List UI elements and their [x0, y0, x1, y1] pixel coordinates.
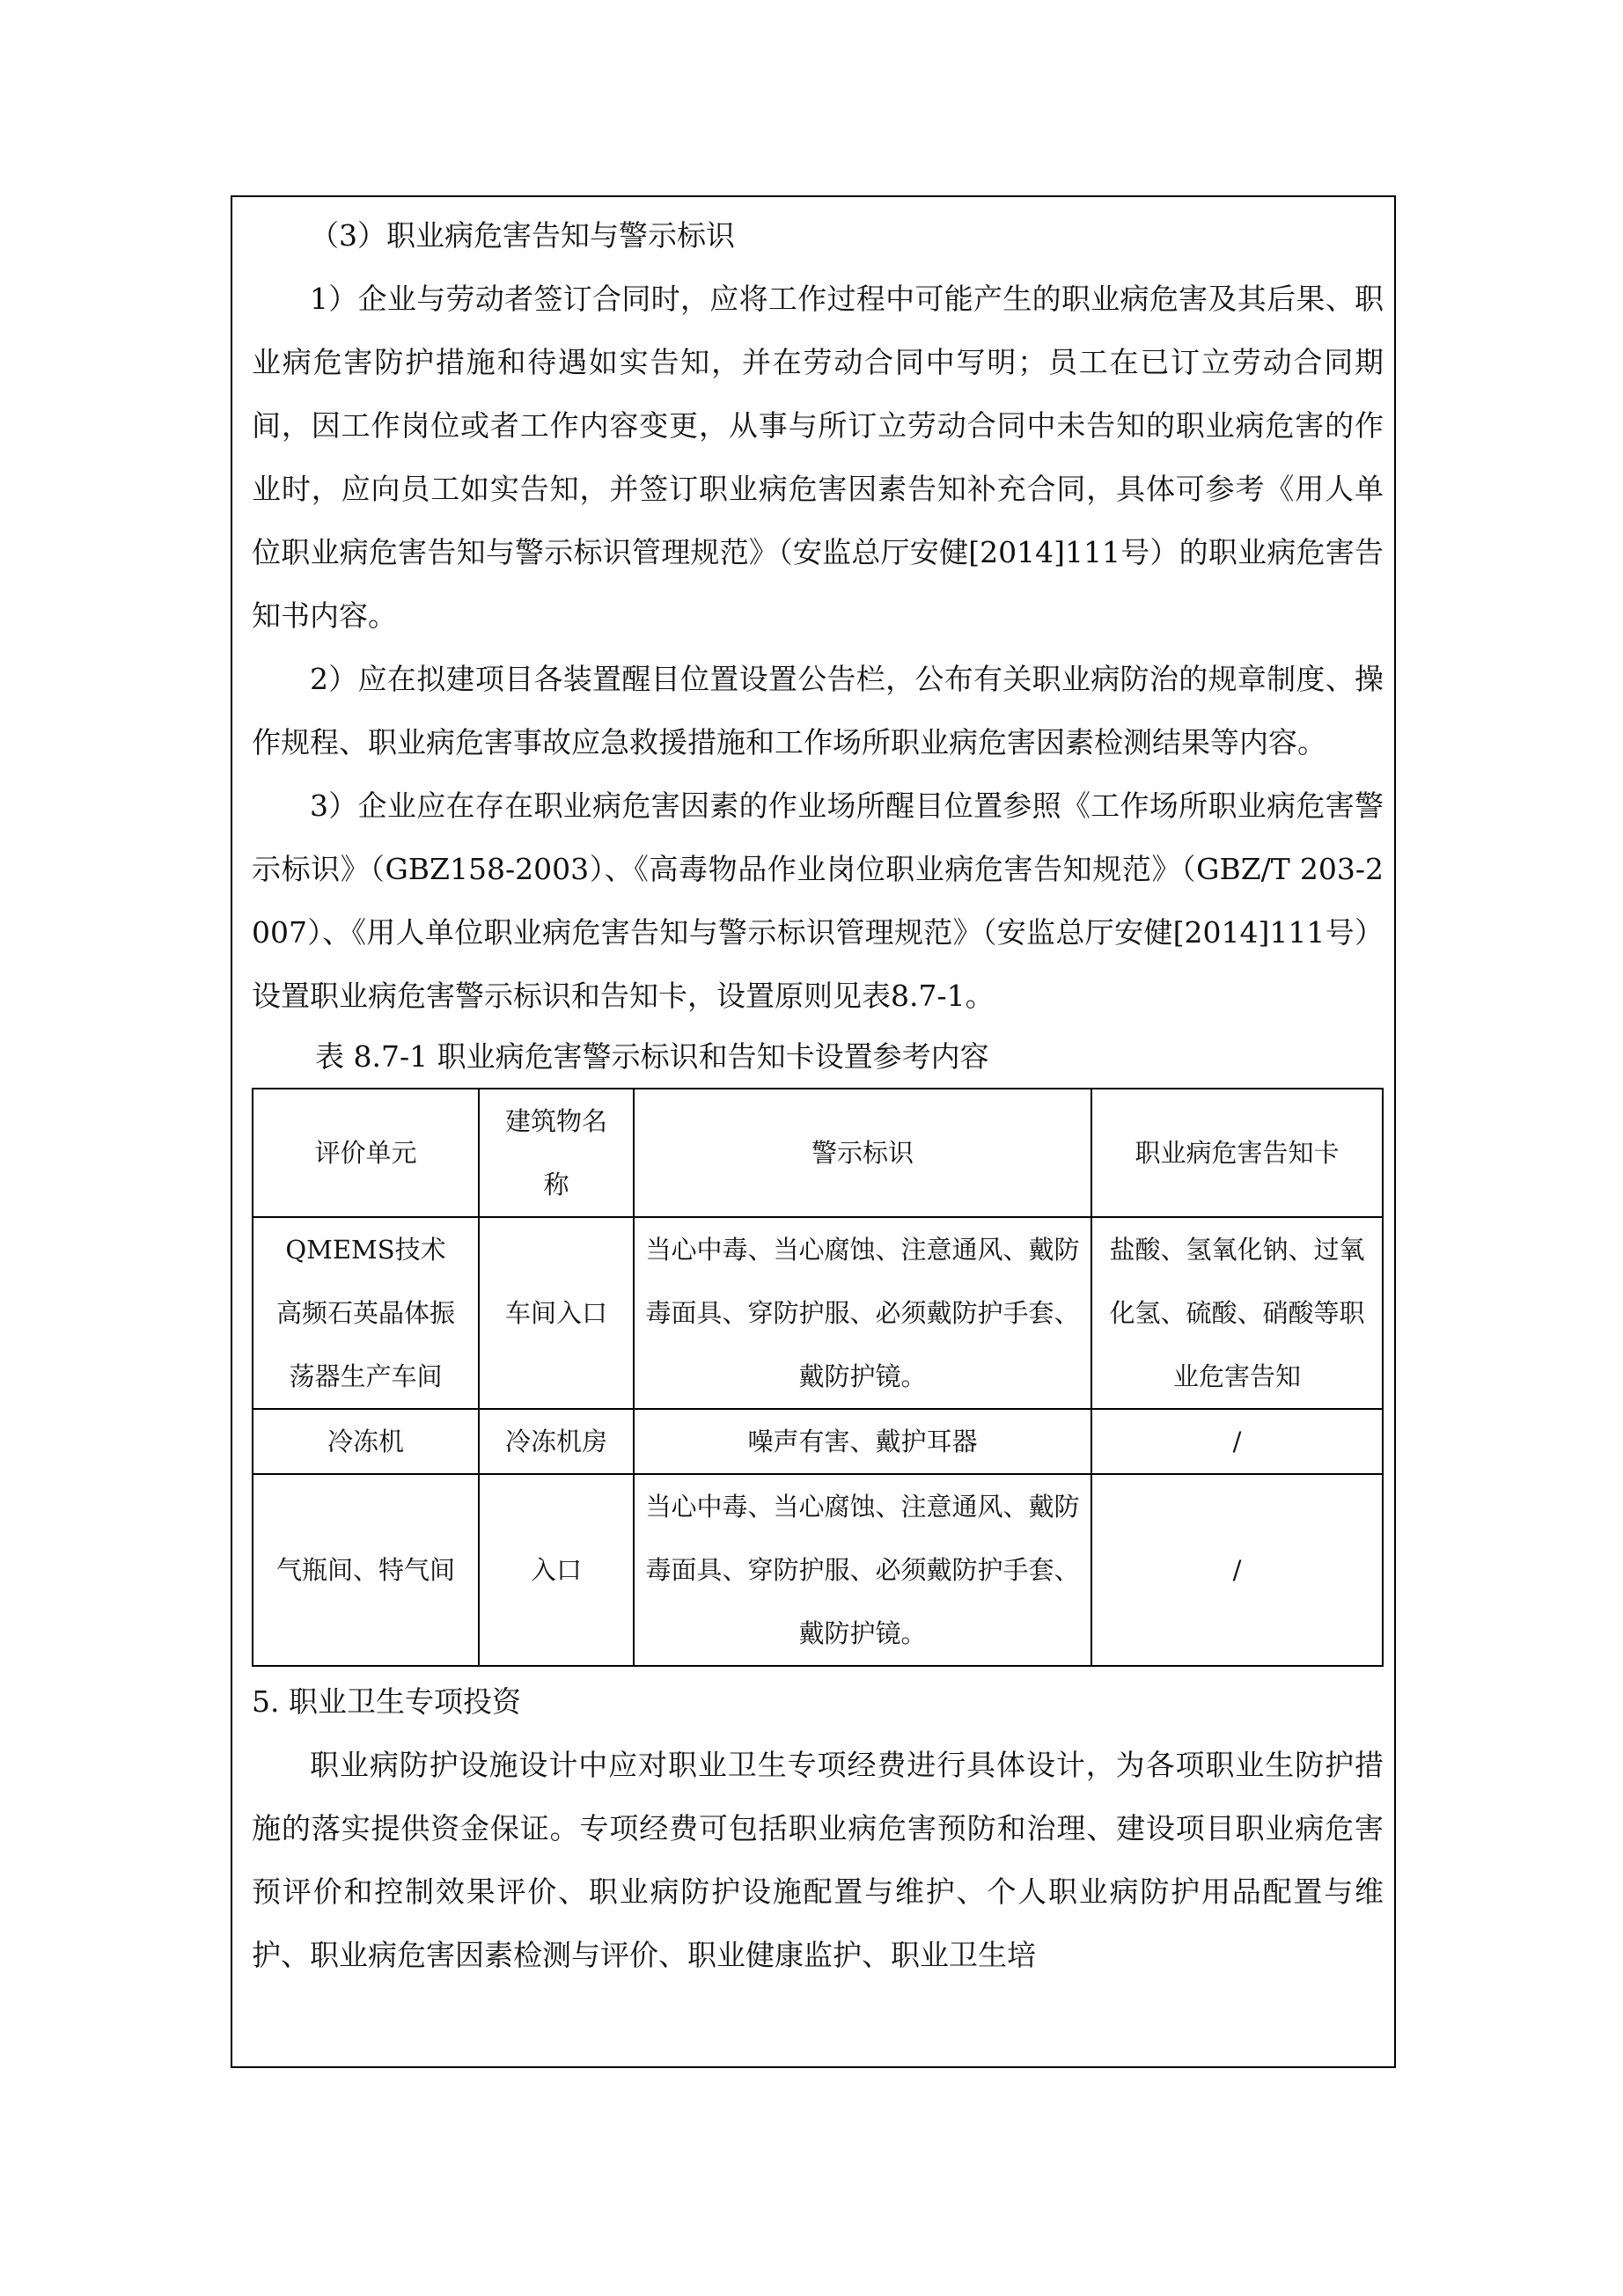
document-body: [252, 204, 1384, 1987]
table-header-cell: 建筑物名称: [479, 1089, 634, 1217]
table-row: [253, 1474, 1383, 1666]
table-header-row: [253, 1089, 1383, 1217]
table-row: [253, 1217, 1383, 1409]
table-cell: 盐酸、氢氧化钠、过氧化氢、硫酸、硝酸等职业危害告知: [1091, 1217, 1383, 1409]
table-cell: 入口: [479, 1474, 634, 1666]
table-cell: /: [1091, 1474, 1383, 1666]
table-row: [253, 1409, 1383, 1474]
table-header-cell: 职业病危害告知卡: [1091, 1089, 1383, 1217]
table-caption: 表 8.7-1 职业病危害警示标识和告知卡设置参考内容: [315, 1039, 989, 1074]
table-cell: 冷冻机房: [479, 1409, 634, 1474]
paragraph-item-3: 3）企业应在存在职业病危害因素的作业场所醒目位置参照《工作场所职业病危害警示标识》（GBZ158-2003）、《高毒物品作业岗位职业病危害告知规范》（GBZ/T 203-2007）、《用人单位职业病危害告知与警示标识管理规范》（安监总厅安健[2014]111号）设置职业病危害警示标识和告知卡，设置原则见表8.7-1。: [252, 789, 1384, 1013]
paragraph-item-2: 2）应在拟建项目各装置醒目位置设置公告栏，公布有关职业病防治的规章制度、操作规程、职业病危害事故应急救援措施和工作场所职业病危害因素检测结果等内容。: [252, 662, 1384, 759]
table-cell: 当心中毒、当心腐蚀、注意通风、戴防毒面具、穿防护服、必须戴防护手套、戴防护镜。: [634, 1474, 1091, 1666]
section-5-paragraph: 职业病防护设施设计中应对职业卫生专项经费进行具体设计，为各项职业生防护措施的落实提供资金保证。专项经费可包括职业病危害预防和治理、建设项目职业病危害预评价和控制效果评价、职业病防护设施配置与维护、个人职业病防护用品配置与维护、职业病危害因素检测与评价、职业健康监护、职业卫生培: [252, 1748, 1384, 1972]
table-header-cell: 警示标识: [634, 1089, 1091, 1217]
paragraph-item-1: 1）企业与劳动者签订合同时，应将工作过程中可能产生的职业病危害及其后果、职业病危害防护措施和待遇如实告知，并在劳动合同中写明；员工在已订立劳动合同期间，因工作岗位或者工作内容变更，从事与所订立劳动合同中未告知的职业病危害的作业时，应向员工如实告知，并签订职业病危害因素告知补充合同，具体可参考《用人单位职业病危害告知与警示标识管理规范》（安监总厅安健[2014]111号）的职业病危害告知书内容。: [252, 282, 1384, 633]
hazard-sign-table: [252, 1088, 1384, 1667]
table-cell: 噪声有害、戴护耳器: [634, 1409, 1091, 1474]
table-cell: 气瓶间、特气间: [253, 1474, 479, 1666]
table-cell: 车间入口: [479, 1217, 634, 1409]
table-cell: 当心中毒、当心腐蚀、注意通风、戴防毒面具、穿防护服、必须戴防护手套、戴防护镜。: [634, 1217, 1091, 1409]
table-cell: 冷冻机: [253, 1409, 479, 1474]
table-header-cell: 评价单元: [253, 1089, 479, 1217]
section-5-heading: 5. 职业卫生专项投资: [252, 1684, 521, 1719]
section-heading: （3）职业病危害告知与警示标识: [310, 218, 735, 253]
table-cell: /: [1091, 1409, 1383, 1474]
table-cell: QMEMS技术高频石英晶体振荡器生产车间: [253, 1217, 479, 1409]
